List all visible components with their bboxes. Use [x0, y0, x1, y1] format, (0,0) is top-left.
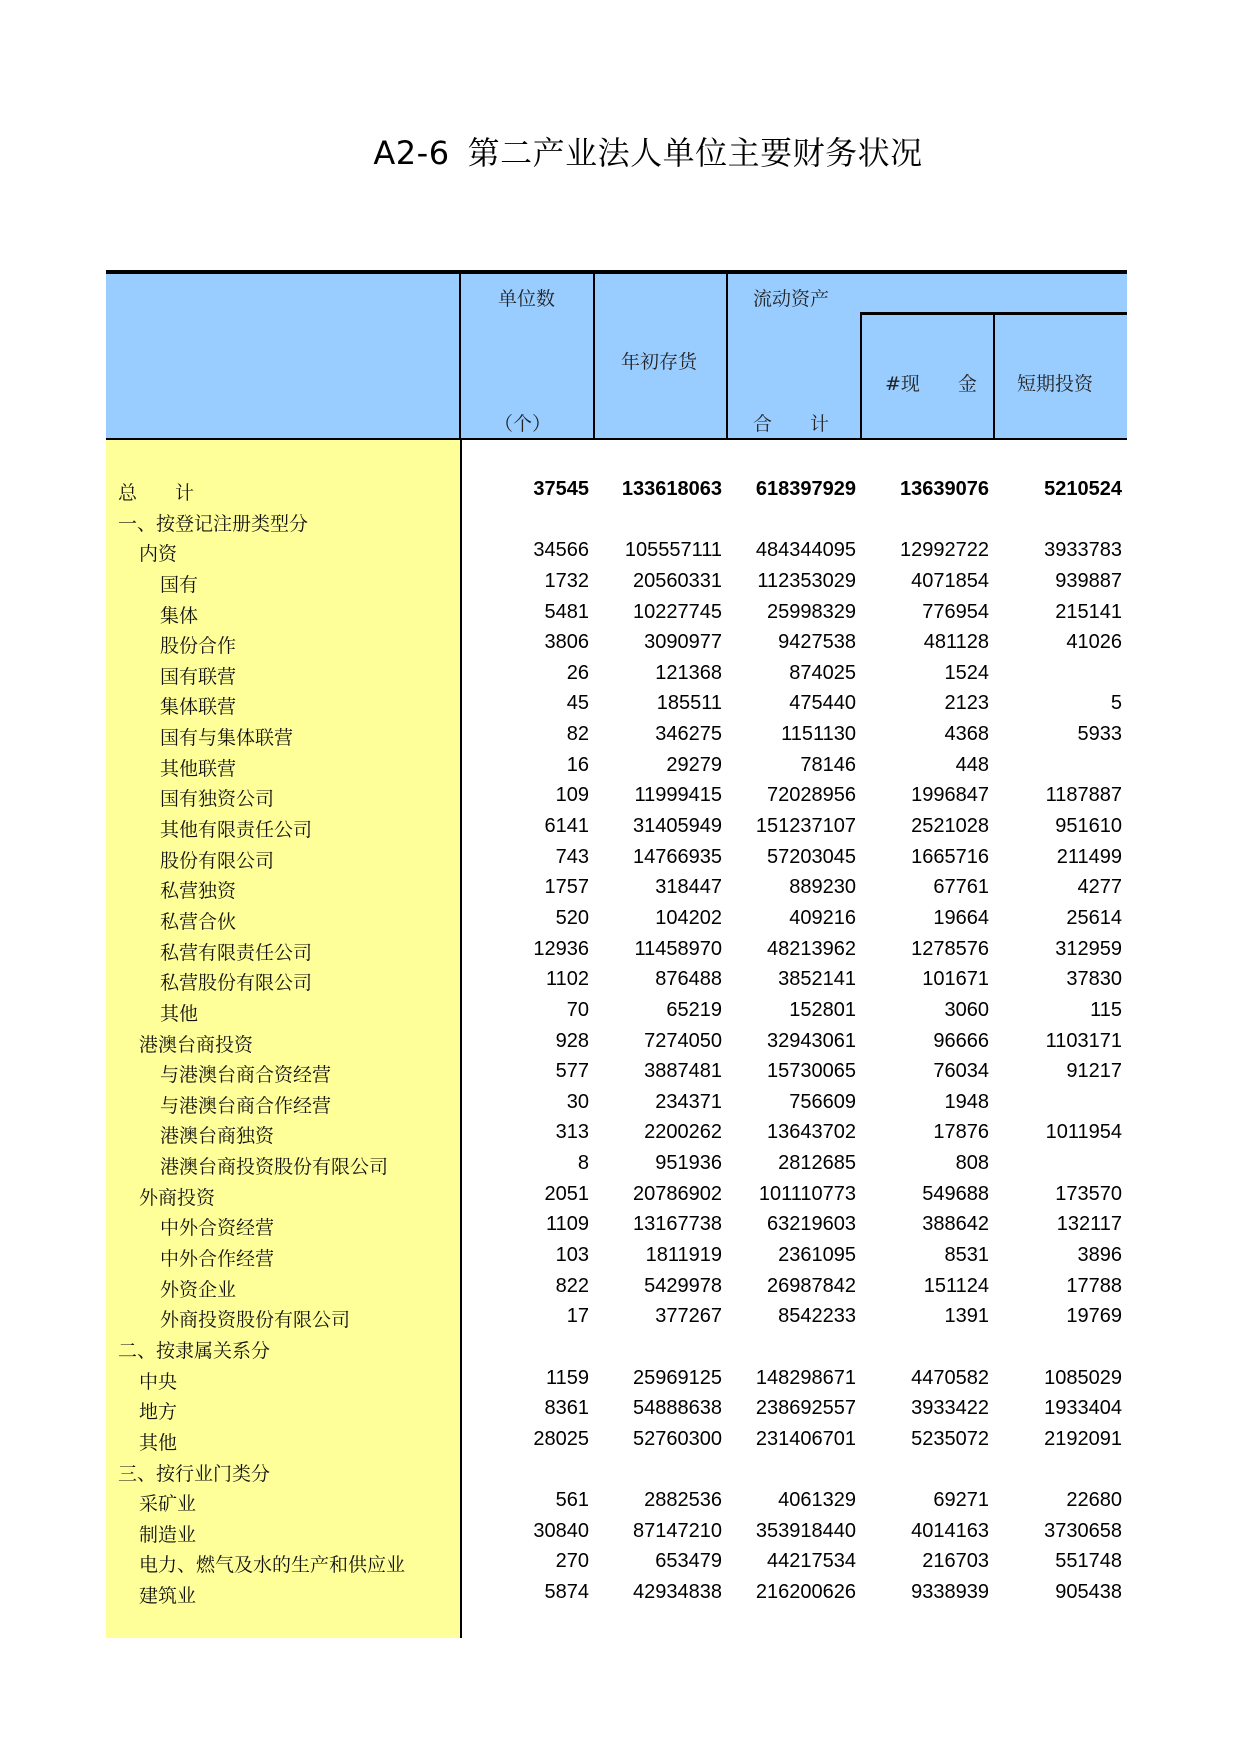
cash-cell: 151124: [923, 1274, 989, 1297]
current-assets-cell: 63219603: [767, 1213, 856, 1236]
table-row: [106, 1148, 1127, 1179]
inventory-cell: 10227745: [633, 600, 722, 623]
short-investment-cell: 5933: [1077, 723, 1122, 746]
current-assets-cell: 78146: [800, 753, 856, 776]
short-investment-cell: 939887: [1055, 569, 1122, 592]
units-cell: 743: [555, 845, 589, 868]
header-divider: [459, 274, 461, 439]
units-cell: 16: [566, 753, 589, 776]
table-row: [106, 842, 1127, 873]
inventory-cell: 653479: [655, 1550, 722, 1573]
row-label: 建筑业: [139, 1585, 197, 1608]
cash-cell: 4470582: [911, 1366, 989, 1389]
current-assets-cell: 409216: [789, 906, 856, 929]
header-divider: [726, 274, 728, 439]
short-investment-cell: 173570: [1055, 1182, 1122, 1205]
row-label: 股份有限公司: [160, 849, 275, 872]
table-row: [106, 903, 1127, 934]
row-label: 电力、燃气及水的生产和供应业: [139, 1554, 406, 1577]
header-inventory: 年初存货: [621, 351, 698, 373]
cash-cell: 5235072: [911, 1427, 989, 1450]
units-cell: 1102: [545, 968, 589, 991]
short-investment-cell: 37830: [1066, 968, 1122, 991]
table-title: 第二产业法人单位主要财务状况: [467, 134, 923, 172]
cash-cell: 9338939: [911, 1581, 989, 1604]
current-assets-cell: 148298671: [755, 1366, 856, 1389]
current-assets-cell: 484344095: [755, 539, 856, 562]
units-cell: 1109: [545, 1213, 589, 1236]
short-investment-cell: 1933404: [1044, 1397, 1122, 1420]
units-cell: 30: [566, 1090, 589, 1113]
units-cell: 45: [566, 692, 589, 715]
inventory-cell: 234371: [655, 1090, 722, 1113]
current-assets-cell: 26987842: [767, 1274, 856, 1297]
header-divider: [860, 313, 862, 439]
header-subline: [860, 312, 1127, 315]
short-investment-cell: 115: [1090, 998, 1122, 1021]
table-body: [106, 474, 1127, 1608]
cash-cell: 1665716: [911, 845, 989, 868]
units-cell: 1732: [544, 569, 589, 592]
cash-cell: 1391: [944, 1305, 989, 1328]
table-row: [106, 1332, 1127, 1363]
current-assets-cell: 3852141: [778, 968, 856, 991]
cash-cell: 76034: [933, 1060, 989, 1083]
short-investment-cell: 211499: [1056, 845, 1122, 868]
cash-cell: 2123: [944, 692, 989, 715]
cash-cell: 19664: [933, 906, 989, 929]
header-short-investment: 短期投资: [1017, 373, 1094, 395]
current-assets-cell: 101110773: [758, 1182, 856, 1205]
inventory-cell: 29279: [666, 753, 722, 776]
short-investment-cell: 312959: [1055, 937, 1122, 960]
units-cell: 37545: [533, 478, 589, 500]
row-label: 港澳台商投资: [139, 1033, 254, 1056]
cash-cell: 3933422: [911, 1397, 989, 1420]
table-row: [106, 688, 1127, 719]
current-assets-cell: 8542233: [778, 1305, 856, 1328]
short-investment-cell: 2192091: [1044, 1427, 1122, 1450]
row-label: 股份合作: [160, 635, 237, 658]
cash-cell: 4368: [944, 723, 989, 746]
short-investment-cell: 3933783: [1044, 539, 1122, 562]
current-assets-cell: 13643702: [767, 1121, 856, 1144]
cash-cell: 8531: [944, 1244, 989, 1267]
row-label: 私营合伙: [160, 910, 237, 933]
cash-cell: 2521028: [911, 815, 989, 838]
current-assets-cell: 44217534: [767, 1550, 856, 1573]
cash-cell: 12992722: [900, 539, 989, 562]
inventory-cell: 185511: [656, 692, 722, 715]
row-label: 中外合作经营: [160, 1248, 275, 1271]
inventory-cell: 318447: [655, 876, 722, 899]
short-investment-cell: 91217: [1066, 1060, 1122, 1083]
short-investment-cell: 951610: [1055, 815, 1122, 838]
table-row: [106, 811, 1127, 842]
row-label: 集体联营: [160, 696, 237, 719]
current-assets-cell: 32943061: [767, 1029, 856, 1052]
table-row: [106, 719, 1127, 750]
cash-cell: 69271: [933, 1489, 989, 1512]
current-assets-cell: 216200626: [755, 1581, 856, 1604]
row-label: 其他联营: [160, 757, 237, 780]
table-row: [106, 1485, 1127, 1516]
cash-cell: 67761: [933, 876, 989, 899]
table-row: [106, 1301, 1127, 1332]
current-assets-cell: 72028956: [767, 784, 856, 807]
units-cell: 8361: [544, 1397, 589, 1420]
current-assets-cell: 889230: [789, 876, 856, 899]
inventory-cell: 876488: [655, 968, 722, 991]
units-cell: 34566: [533, 539, 589, 562]
table-row: [106, 780, 1127, 811]
units-cell: 2051: [544, 1182, 589, 1205]
inventory-cell: 5429978: [644, 1274, 722, 1297]
inventory-cell: 7274050: [644, 1029, 722, 1052]
inventory-cell: 3090977: [644, 631, 722, 654]
cash-cell: 13639076: [900, 478, 989, 500]
row-label: 国有: [160, 573, 199, 596]
inventory-cell: 11999415: [634, 784, 722, 807]
table-row: [106, 1209, 1127, 1240]
table-row: [106, 1240, 1127, 1271]
units-cell: 109: [555, 784, 589, 807]
table-row: [106, 995, 1127, 1026]
current-assets-cell: 756609: [789, 1090, 856, 1113]
table-row: [106, 1455, 1127, 1486]
row-label: 内资: [139, 543, 178, 566]
inventory-cell: 951936: [655, 1152, 722, 1175]
table-row: [106, 1516, 1127, 1547]
cash-cell: 776954: [922, 600, 989, 623]
inventory-cell: 20786902: [633, 1182, 722, 1205]
inventory-cell: 104202: [655, 906, 722, 929]
units-cell: 5874: [544, 1581, 589, 1604]
table-row: [106, 1577, 1127, 1608]
units-cell: 8: [577, 1152, 589, 1175]
current-assets-cell: 238692557: [755, 1397, 856, 1420]
current-assets-cell: 112353029: [757, 569, 856, 592]
inventory-cell: 2882536: [644, 1489, 722, 1512]
table-row: [106, 474, 1127, 505]
cash-cell: 1278576: [911, 937, 989, 960]
table-row: [106, 566, 1127, 597]
units-cell: 561: [555, 1489, 589, 1512]
short-investment-cell: 17788: [1066, 1274, 1122, 1297]
row-label: 港澳台商投资股份有限公司: [160, 1156, 389, 1179]
cash-cell: 1948: [944, 1090, 989, 1113]
current-assets-cell: 4061329: [778, 1489, 856, 1512]
units-cell: 577: [555, 1060, 589, 1083]
table-row: [106, 1393, 1127, 1424]
units-cell: 26: [566, 661, 589, 684]
table-row: [106, 627, 1127, 658]
units-cell: 3806: [544, 631, 589, 654]
header-current-assets: 流动资产: [753, 288, 830, 310]
short-investment-cell: 1187887: [1045, 784, 1122, 807]
table-header: [106, 270, 1127, 439]
row-label: 地方: [139, 1401, 178, 1424]
units-cell: 1159: [545, 1366, 589, 1389]
short-investment-cell: 19769: [1066, 1305, 1122, 1328]
short-investment-cell: 25614: [1066, 906, 1122, 929]
inventory-cell: 54888638: [633, 1397, 722, 1420]
header-bottom-border: [106, 438, 1127, 440]
row-label: 与港澳台商合作经营: [160, 1094, 332, 1117]
cash-cell: 388642: [922, 1213, 989, 1236]
inventory-cell: 346275: [655, 723, 722, 746]
current-assets-cell: 25998329: [767, 600, 856, 623]
table-row: [106, 505, 1127, 536]
row-label: 其他有限责任公司: [160, 819, 313, 842]
table-row: [106, 658, 1127, 689]
current-assets-cell: 9427538: [778, 631, 856, 654]
table-row: [106, 1087, 1127, 1118]
row-label: 其他: [139, 1431, 178, 1454]
cash-cell: 549688: [922, 1182, 989, 1205]
inventory-cell: 121368: [655, 661, 722, 684]
cash-cell: 448: [955, 753, 989, 776]
cash-cell: 481128: [923, 631, 989, 654]
units-cell: 12936: [533, 937, 589, 960]
cash-cell: 3060: [944, 998, 989, 1021]
row-label: 国有联营: [160, 665, 237, 688]
current-assets-cell: 57203045: [767, 845, 856, 868]
cash-cell: 216703: [922, 1550, 989, 1573]
table-row: [106, 597, 1127, 628]
inventory-cell: 65219: [666, 998, 722, 1021]
page-title: [0, 128, 1240, 174]
row-label: 采矿业: [139, 1493, 197, 1516]
inventory-cell: 377267: [655, 1305, 722, 1328]
inventory-cell: 3887481: [644, 1060, 722, 1083]
short-investment-cell: 3896: [1077, 1244, 1122, 1267]
current-assets-cell: 353918440: [755, 1519, 856, 1542]
row-label: 一、按登记注册类型分: [118, 512, 309, 535]
row-label: 私营股份有限公司: [160, 972, 313, 995]
table-row: [106, 1026, 1127, 1057]
inventory-cell: 11458970: [634, 937, 722, 960]
inventory-cell: 25969125: [633, 1366, 722, 1389]
inventory-cell: 42934838: [633, 1581, 722, 1604]
units-cell: 928: [555, 1029, 589, 1052]
short-investment-cell: 4277: [1077, 876, 1122, 899]
inventory-cell: 105557111: [624, 539, 722, 562]
table-row: [106, 1117, 1127, 1148]
header-divider: [593, 274, 595, 439]
row-label: 三、按行业门类分: [118, 1462, 271, 1485]
units-cell: 1757: [544, 876, 589, 899]
units-cell: 30840: [533, 1519, 589, 1542]
short-investment-cell: 132117: [1056, 1213, 1122, 1236]
short-investment-cell: 3730658: [1044, 1519, 1122, 1542]
short-investment-cell: 5: [1110, 692, 1122, 715]
cash-cell: 1524: [944, 661, 989, 684]
current-assets-cell: 231406701: [755, 1427, 856, 1450]
table-code: A2-6: [373, 134, 450, 172]
short-investment-cell: 1103171: [1045, 1029, 1122, 1052]
short-investment-cell: 22680: [1066, 1489, 1122, 1512]
short-investment-cell: 905438: [1055, 1581, 1122, 1604]
inventory-cell: 1811919: [645, 1244, 722, 1267]
current-assets-cell: 152801: [789, 998, 856, 1021]
cash-cell: 4071854: [911, 569, 989, 592]
units-cell: 70: [566, 998, 589, 1021]
current-assets-cell: 2812685: [778, 1152, 856, 1175]
row-label: 二、按隶属关系分: [118, 1339, 271, 1362]
table-row: [106, 1363, 1127, 1394]
cash-cell: 101671: [922, 968, 989, 991]
units-cell: 82: [566, 723, 589, 746]
header-units-sub: （个）: [494, 413, 552, 435]
inventory-cell: 20560331: [633, 569, 722, 592]
inventory-cell: 13167738: [633, 1213, 722, 1236]
inventory-cell: 31405949: [633, 815, 722, 838]
row-label: 外资企业: [160, 1278, 237, 1301]
row-label: 其他: [160, 1002, 199, 1025]
units-cell: 313: [555, 1121, 589, 1144]
table-row: [106, 964, 1127, 995]
short-investment-cell: 5210524: [1044, 478, 1122, 500]
units-cell: 103: [555, 1244, 589, 1267]
inventory-cell: 14766935: [633, 845, 722, 868]
units-cell: 17: [566, 1305, 589, 1328]
units-cell: 6141: [544, 815, 589, 838]
table-row: [106, 1546, 1127, 1577]
table-row: [106, 1179, 1127, 1210]
current-assets-cell: 151237107: [755, 815, 856, 838]
units-cell: 5481: [544, 600, 589, 623]
table-row: [106, 1424, 1127, 1455]
header-current-assets-total: 合 计: [753, 413, 830, 435]
row-label: 外商投资: [139, 1186, 216, 1209]
header-units: 单位数: [498, 288, 556, 310]
current-assets-cell: 15730065: [767, 1060, 856, 1083]
row-label: 外商投资股份有限公司: [160, 1309, 351, 1332]
row-label: 国有与集体联营: [160, 727, 294, 750]
short-investment-cell: 215141: [1055, 600, 1122, 623]
cash-cell: 96666: [933, 1029, 989, 1052]
current-assets-cell: 2361095: [778, 1244, 856, 1267]
current-assets-cell: 618397929: [755, 478, 856, 500]
inventory-cell: 87147210: [633, 1519, 722, 1542]
current-assets-cell: 874025: [789, 661, 856, 684]
row-label: 与港澳台商合资经营: [160, 1064, 332, 1087]
cash-cell: 17876: [933, 1121, 989, 1144]
cash-cell: 808: [955, 1152, 989, 1175]
units-cell: 520: [555, 906, 589, 929]
cash-cell: 4014163: [911, 1519, 989, 1542]
row-label: 制造业: [139, 1523, 197, 1546]
row-label: 国有独资公司: [160, 788, 275, 811]
row-label: 私营有限责任公司: [160, 941, 313, 964]
header-divider: [993, 313, 995, 439]
table-row: [106, 1056, 1127, 1087]
table-row: [106, 1271, 1127, 1302]
row-label: 总 计: [118, 482, 195, 504]
units-cell: 270: [555, 1550, 589, 1573]
short-investment-cell: 41026: [1066, 631, 1122, 654]
units-cell: 28025: [533, 1427, 589, 1450]
current-assets-cell: 475440: [789, 692, 856, 715]
table-row: [106, 934, 1127, 965]
table-row: [106, 872, 1127, 903]
inventory-cell: 2200262: [644, 1121, 722, 1144]
row-label: 中央: [139, 1370, 178, 1393]
table-row: [106, 750, 1127, 781]
short-investment-cell: 1011954: [1045, 1121, 1122, 1144]
short-investment-cell: 1085029: [1044, 1366, 1122, 1389]
units-cell: 822: [555, 1274, 589, 1297]
current-assets-cell: 48213962: [767, 937, 856, 960]
header-cash: #现 金: [885, 373, 977, 395]
row-label: 港澳台商独资: [160, 1125, 275, 1148]
row-label: 中外合资经营: [160, 1217, 275, 1240]
inventory-cell: 52760300: [633, 1427, 722, 1450]
row-label: 集体: [160, 604, 199, 627]
table-row: [106, 535, 1127, 566]
current-assets-cell: 1151130: [781, 723, 856, 746]
inventory-cell: 133618063: [621, 478, 722, 500]
short-investment-cell: 551748: [1055, 1550, 1122, 1573]
row-label: 私营独资: [160, 880, 237, 903]
cash-cell: 1996847: [911, 784, 989, 807]
